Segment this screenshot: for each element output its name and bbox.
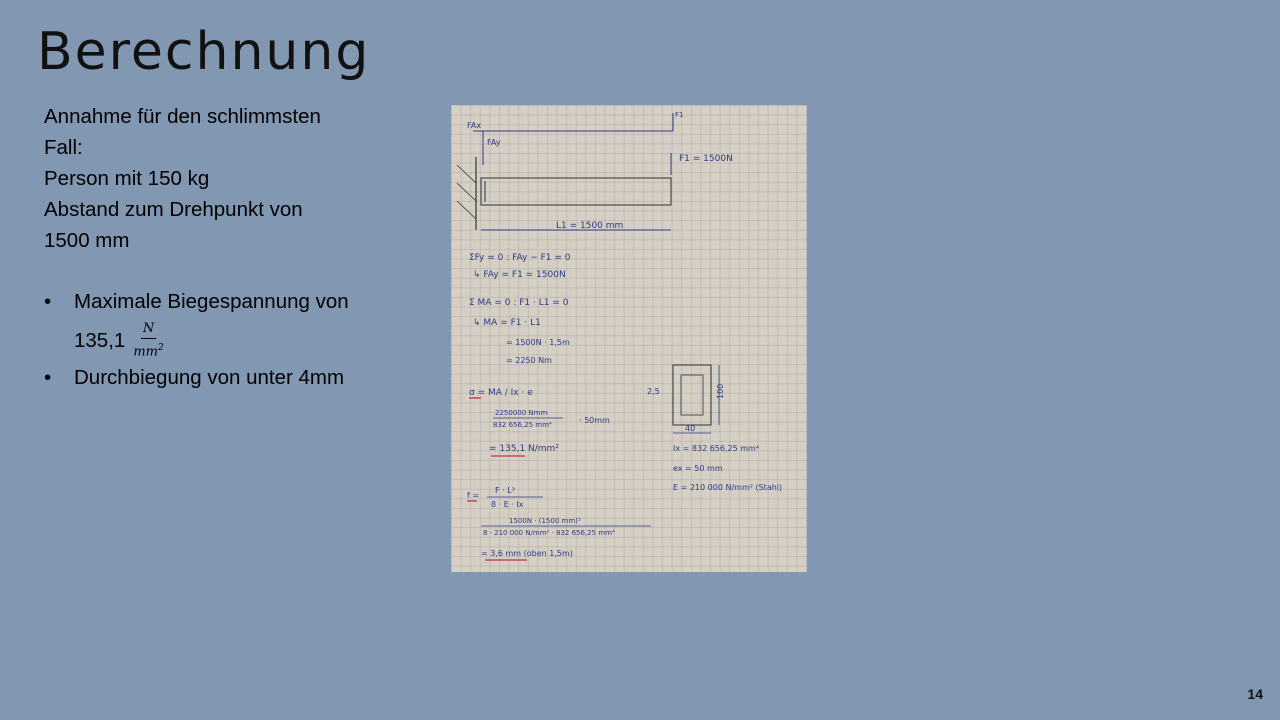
dimension-height: 100 bbox=[716, 383, 725, 399]
label-fay: FAy bbox=[487, 138, 501, 147]
body-text bbox=[44, 101, 414, 393]
assumption-line-4: Abstand zum Drehpunkt von bbox=[44, 198, 303, 221]
assumption-line-5: 1500 mm bbox=[44, 229, 130, 252]
equation-sum-fy: ΣFy = 0 : FAy − F1 = 0 bbox=[469, 253, 571, 263]
bullet-deflection-text: Durchbiegung von unter 4mm bbox=[74, 366, 345, 390]
equation-ma-result: = 2250 Nm bbox=[506, 356, 552, 365]
hatch bbox=[457, 183, 476, 201]
hatch bbox=[457, 165, 476, 183]
spacer bbox=[44, 256, 414, 286]
unit-denominator bbox=[131, 339, 165, 360]
slide-title: Berechnung bbox=[37, 22, 371, 82]
sigma-multiplier: · 50mm bbox=[579, 416, 610, 425]
assumption-line-1: Annahme für den schlimmsten bbox=[44, 105, 321, 128]
bullet-bending-stress-text: Maximale Biegespannung von bbox=[74, 290, 349, 313]
bullet-bending-stress bbox=[44, 286, 414, 360]
deflection-numerator: 1500N · (1500 mm)³ bbox=[509, 517, 581, 525]
hatch bbox=[457, 201, 476, 219]
sigma-numerator: 2250000 Nmm bbox=[495, 409, 548, 417]
bullet-deflection bbox=[44, 362, 414, 393]
unit-exponent: 2 bbox=[157, 343, 164, 353]
deflection-result: = 3,6 mm (oben 1,5m) bbox=[481, 549, 573, 558]
handwritten-sketch bbox=[451, 105, 807, 572]
equation-ma: ↳ MA = F1 · L1 bbox=[473, 318, 541, 328]
label-length: L1 = 1500 mm bbox=[556, 221, 624, 231]
bending-stress-value-line bbox=[74, 321, 414, 360]
sigma-denominator: 832 656,25 mm⁴ bbox=[493, 421, 552, 429]
equation-sum-ma: Σ MA = 0 : F1 · L1 = 0 bbox=[469, 298, 569, 308]
equation-sigma: σ = MA / Ix · e bbox=[469, 388, 533, 398]
sigma-result: = 135,1 N/mm² bbox=[489, 444, 559, 454]
page-number: 14 bbox=[1247, 686, 1263, 702]
assumption-line-2: Fall: bbox=[44, 136, 83, 159]
deflection-symbol: f = bbox=[467, 491, 480, 500]
equation-ma-values: = 1500N · 1,5m bbox=[506, 338, 570, 347]
label-f1-value: F1 = 1500N bbox=[679, 154, 733, 164]
equation-fay: ↳ FAy = F1 = 1500N bbox=[473, 270, 566, 280]
cross-section-outer bbox=[673, 365, 711, 425]
beam bbox=[481, 178, 671, 205]
label-f1: F1 bbox=[675, 111, 684, 119]
cross-section-inner bbox=[681, 375, 703, 415]
label-ix: Ix = 832 656,25 mm⁴ bbox=[673, 444, 760, 453]
unit-fraction bbox=[131, 321, 165, 360]
bending-stress-value: 135,1 bbox=[74, 329, 126, 353]
deflection-formula-denominator: 8 · E · Ix bbox=[491, 500, 524, 509]
unit-numerator: N bbox=[141, 321, 156, 339]
label-e-modulus: E = 210 000 N/mm² (Stahl) bbox=[673, 483, 783, 492]
unit-denominator-base: mm bbox=[133, 344, 158, 360]
dimension-width: 40 bbox=[685, 424, 696, 433]
label-fax: FAx bbox=[467, 121, 482, 130]
assumption-line-3: Person mit 150 kg bbox=[44, 167, 210, 190]
dimension-thickness: 2,5 bbox=[647, 387, 660, 396]
label-ex: ex = 50 mm bbox=[673, 464, 723, 473]
handwritten-calculation-photo bbox=[451, 105, 807, 572]
deflection-formula-numerator: F · L³ bbox=[495, 486, 515, 495]
deflection-denominator: 8 · 210 000 N/mm² · 832 656,25 mm⁴ bbox=[483, 529, 615, 537]
